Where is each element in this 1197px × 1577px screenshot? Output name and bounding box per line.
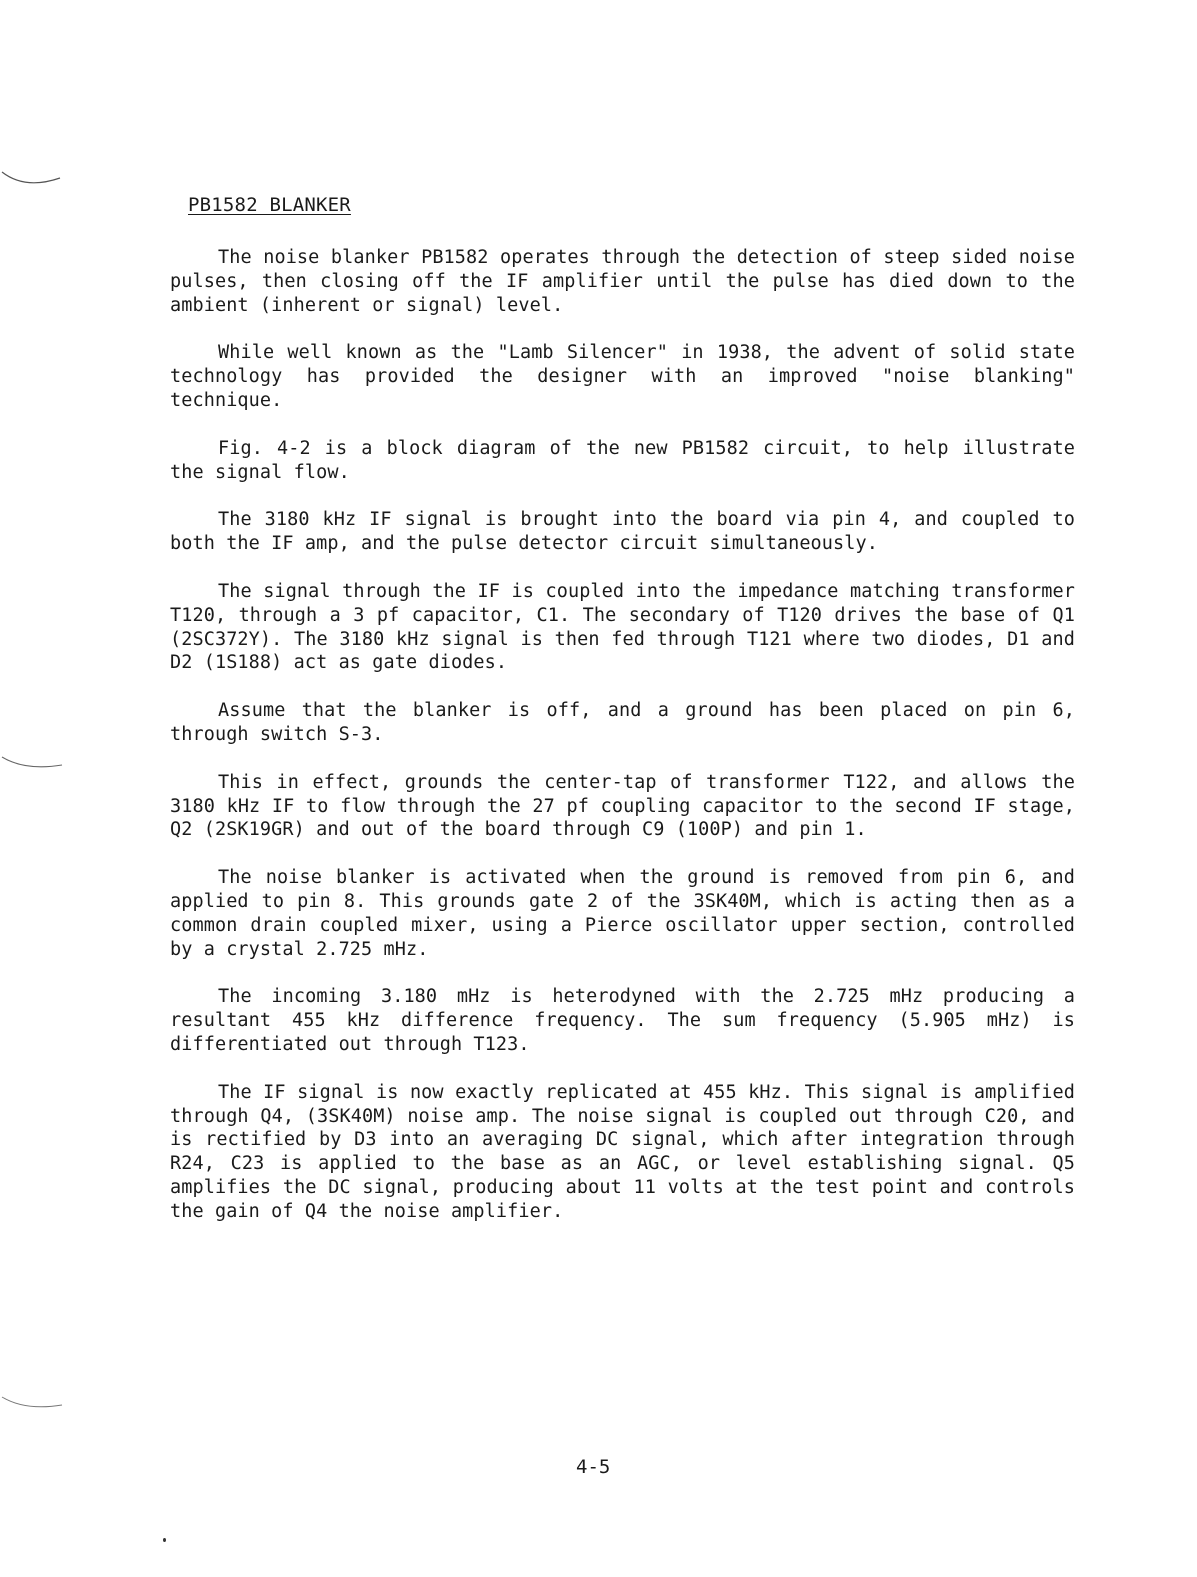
- punch-hole-mark: [0, 168, 70, 192]
- paragraph: The 3180 kHz IF signal is brought into the board via pin 4, and coupled to both the IF amp, and the pulse detector circuit simultaneously.: [170, 509, 1075, 555]
- paragraph: The IF signal is now exactly replicated at 455 kHz. This signal is amplified through Q4, (3SK40M) noise amp. The noise signal is coupled out through C20, and is rectified by D3 into an averaging DC signal, which after integration through R24, C23 is applied to the base as an AGC, or level establishing signal. Q5 amplifies the DC signal, producing about 11 volts at the test point and controls the gain of Q4 the noise amplifier.: [170, 1081, 1075, 1222]
- paragraph: While well known as the "Lamb Silencer" in 1938, the advent of solid state technology has provided the designer with an improved "noise blanking" technique.: [170, 342, 1075, 411]
- paragraph: Fig. 4-2 is a block diagram of the new PB1582 circuit, to help illustrate the signal flow.: [170, 437, 1075, 483]
- section-heading: PB1582 BLANKER: [188, 194, 351, 216]
- paragraph: The noise blanker PB1582 operates through the detection of steep sided noise pulses, then closing off the IF amplifier until the pulse has died down to the ambient (inherent or signal) level.: [170, 247, 1075, 316]
- page-number: 4-5: [576, 1456, 611, 1478]
- paragraph: This in effect, grounds the center-tap of transformer T122, and allows the 3180 kHz IF to flow through the 27 pf coupling capacitor to the second IF stage, Q2 (2SK19GR) and out of the board through C9 (100P) and pin 1.: [170, 771, 1075, 841]
- paragraph: The signal through the IF is coupled into the impedance matching transformer T120, through a 3 pf capacitor, C1. The secondary of T120 drives the base of Q1 (2SC372Y). The 3180 kHz signal is then fed through T121 where two diodes, D1 and D2 (1S188) act as gate diodes.: [170, 580, 1075, 674]
- paragraph: The incoming 3.180 mHz is heterodyned with the 2.725 mHz producing a resultant 455 kHz difference frequency. The sum frequency (5.905 mHz) is differentiated out through T123.: [170, 986, 1075, 1055]
- paragraph: The noise blanker is activated when the ground is removed from pin 6, and applied to pin 8. This grounds gate 2 of the 3SK40M, which is acting then as a common drain coupled mixer, using a Pierce oscillator upper section, controlled by a crystal 2.725 mHz.: [170, 867, 1075, 960]
- ink-speck: [163, 1538, 166, 1542]
- document-body: [170, 246, 1075, 1248]
- punch-hole-mark: [0, 753, 70, 777]
- paragraph: Assume that the blanker is off, and a ground has been placed on pin 6, through switch S-3.: [170, 700, 1075, 745]
- punch-hole-mark: [0, 1393, 70, 1417]
